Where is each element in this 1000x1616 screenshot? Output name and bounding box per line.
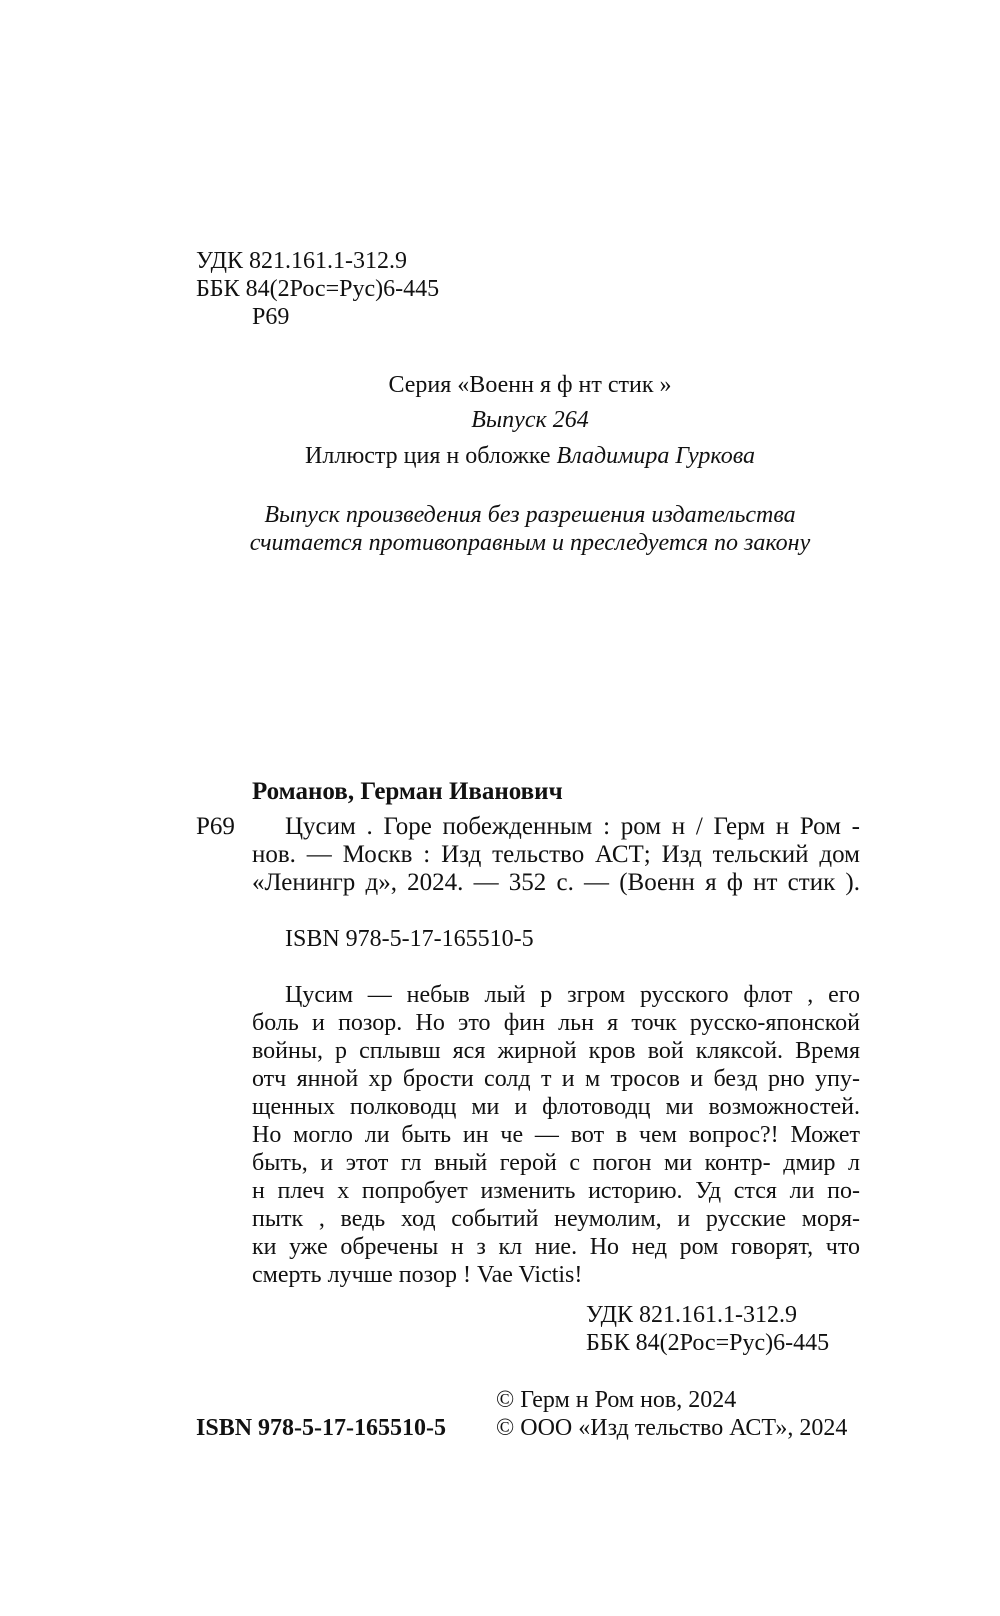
bibliographic-line: «Ленингр д», 2024. — 352 с. — (Военн я ф нт стик ). <box>252 869 860 896</box>
annotation-line: щенных полководц ми и флотоводц ми возможностей. <box>252 1094 860 1120</box>
copyright-publisher: © ООО «Изд тельство АСТ», 2024 <box>496 1415 848 1441</box>
legal-notice-line-2: считается противоправным и преследуется по закону <box>249 530 811 556</box>
annotation-line: войны, р сплывш яся жирной кров вой кляксой. Время <box>252 1038 860 1064</box>
annotation-line: боль и позор. Но это фин льн я точк русско-японской <box>252 1010 860 1036</box>
bbk-code: ББК 84(2Рос=Рус)6-445 <box>196 276 440 302</box>
annotation-line: Но могло ли быть ин че — вот в чем вопрос?! Может <box>252 1122 860 1148</box>
author-mark: Р69 <box>252 304 290 330</box>
annotation-line: быть, и этот гл вный герой с погон ми контр- дмир л <box>252 1150 860 1176</box>
copyright-isbn: ISBN 978-5-17-165510-5 <box>196 1415 446 1441</box>
illustrator-name: Владимира Гуркова <box>556 443 755 469</box>
udk-code: УДК 821.161.1-312.9 <box>196 248 407 274</box>
bibliographic-isbn: ISBN 978-5-17-165510-5 <box>285 926 534 952</box>
annotation-line: н плеч х попробует изменить историю. Уд стся ли по- <box>252 1178 860 1204</box>
bibliographic-line: нов. — Москв : Изд тельство АСТ; Изд тельский дом <box>252 841 860 868</box>
bottom-bbk-code: ББК 84(2Рос=Рус)6-445 <box>586 1330 830 1356</box>
annotation-line: смерть лучше позор ! Vae Victis! <box>252 1262 583 1288</box>
annotation-line: Цусим — небыв лый р згром русского флот , его <box>285 982 860 1008</box>
illustration-prefix: Иллюстр ция н обложке <box>305 443 551 469</box>
bibliographic-line: Цусим . Горе побежденным : ром н / Герм н Ром - <box>285 813 860 840</box>
legal-notice-line-1: Выпуск произведения без разрешения издательства <box>264 502 796 528</box>
copyright-author: © Герм н Ром нов, 2024 <box>496 1387 737 1413</box>
issue-number: Выпуск 264 <box>471 407 589 433</box>
author-heading: Романов, Герман Иванович <box>252 778 563 805</box>
series-line: Серия «Военн я ф нт стик » <box>388 372 672 398</box>
annotation-line: пытк , ведь ход событий неумолим, и русские моря- <box>252 1206 860 1232</box>
annotation-line: ки уже обречены н з кл ние. Но нед ром говорят, что <box>252 1234 860 1260</box>
illustration-credit <box>200 442 860 470</box>
annotation-line: отч янной хр брости солд т и м тросов и безд рно упу- <box>252 1066 860 1092</box>
bibliographic-mark: Р69 <box>196 813 235 840</box>
bottom-udk-code: УДК 821.161.1-312.9 <box>586 1302 797 1328</box>
